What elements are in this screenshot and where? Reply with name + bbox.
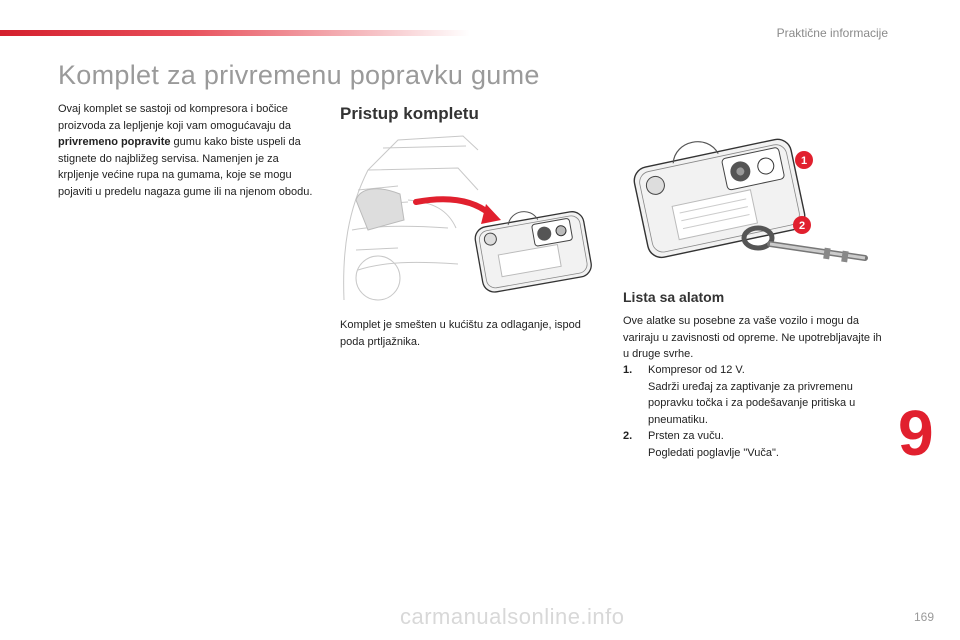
callout-1: 1 [800,155,808,167]
intro-text-2: gumu kako biste uspeli da stignete do najbližeg servisa. Namenjen je za krpljenje većine rupa na gumama, koje se mogu pojaviti u predelu nagaza gume ili na njenom obodu. [58,136,313,198]
item-number: 1. [623,364,633,376]
intro-paragraph [58,101,320,200]
item-number: 2. [623,430,633,442]
tools-illustration [620,120,890,280]
access-text: Komplet je smešten u kućištu za odlaganje, ispod poda prtljažnika. [340,319,581,348]
chapter-number: 9 [898,397,934,469]
tools-intro: Ove alatke su posebne za vaše vozilo i mogu da variraju u zavisnosti od opreme. Ne upotrebljavajte ih u druge svrhe. [623,315,882,360]
watermark: carmanualsonline.info [400,604,625,629]
list-item [623,428,888,461]
header-accent-bar [0,30,470,36]
item-title: Prsten za vuču. [648,430,724,442]
tools-heading: Lista sa alatom [623,289,725,305]
tools-list [623,362,888,461]
intro-text-1: Ovaj komplet se sastoji od kompresora i bočice proizvoda za lepljenje koji vam omogućavaju da [58,103,291,132]
access-heading: Pristup kompletu [340,104,479,123]
item-title: Kompresor od 12 V. [648,364,745,376]
list-item [623,362,888,428]
page-title: Komplet za privremenu popravku gume [58,60,540,90]
trunk-kit-illustration [338,130,600,308]
page-number: 169 [913,610,934,624]
callout-2: 2 [798,220,806,232]
section-label: Praktične informacije [776,26,888,40]
item-description: Sadrži uređaj za zaptivanje za privremenu popravku točka i za podešavanje pritiska u pneumatiku. [648,380,856,426]
intro-text-bold: privremeno popravite [58,136,171,148]
item-description: Pogledati poglavlje "Vuča". [648,446,779,459]
